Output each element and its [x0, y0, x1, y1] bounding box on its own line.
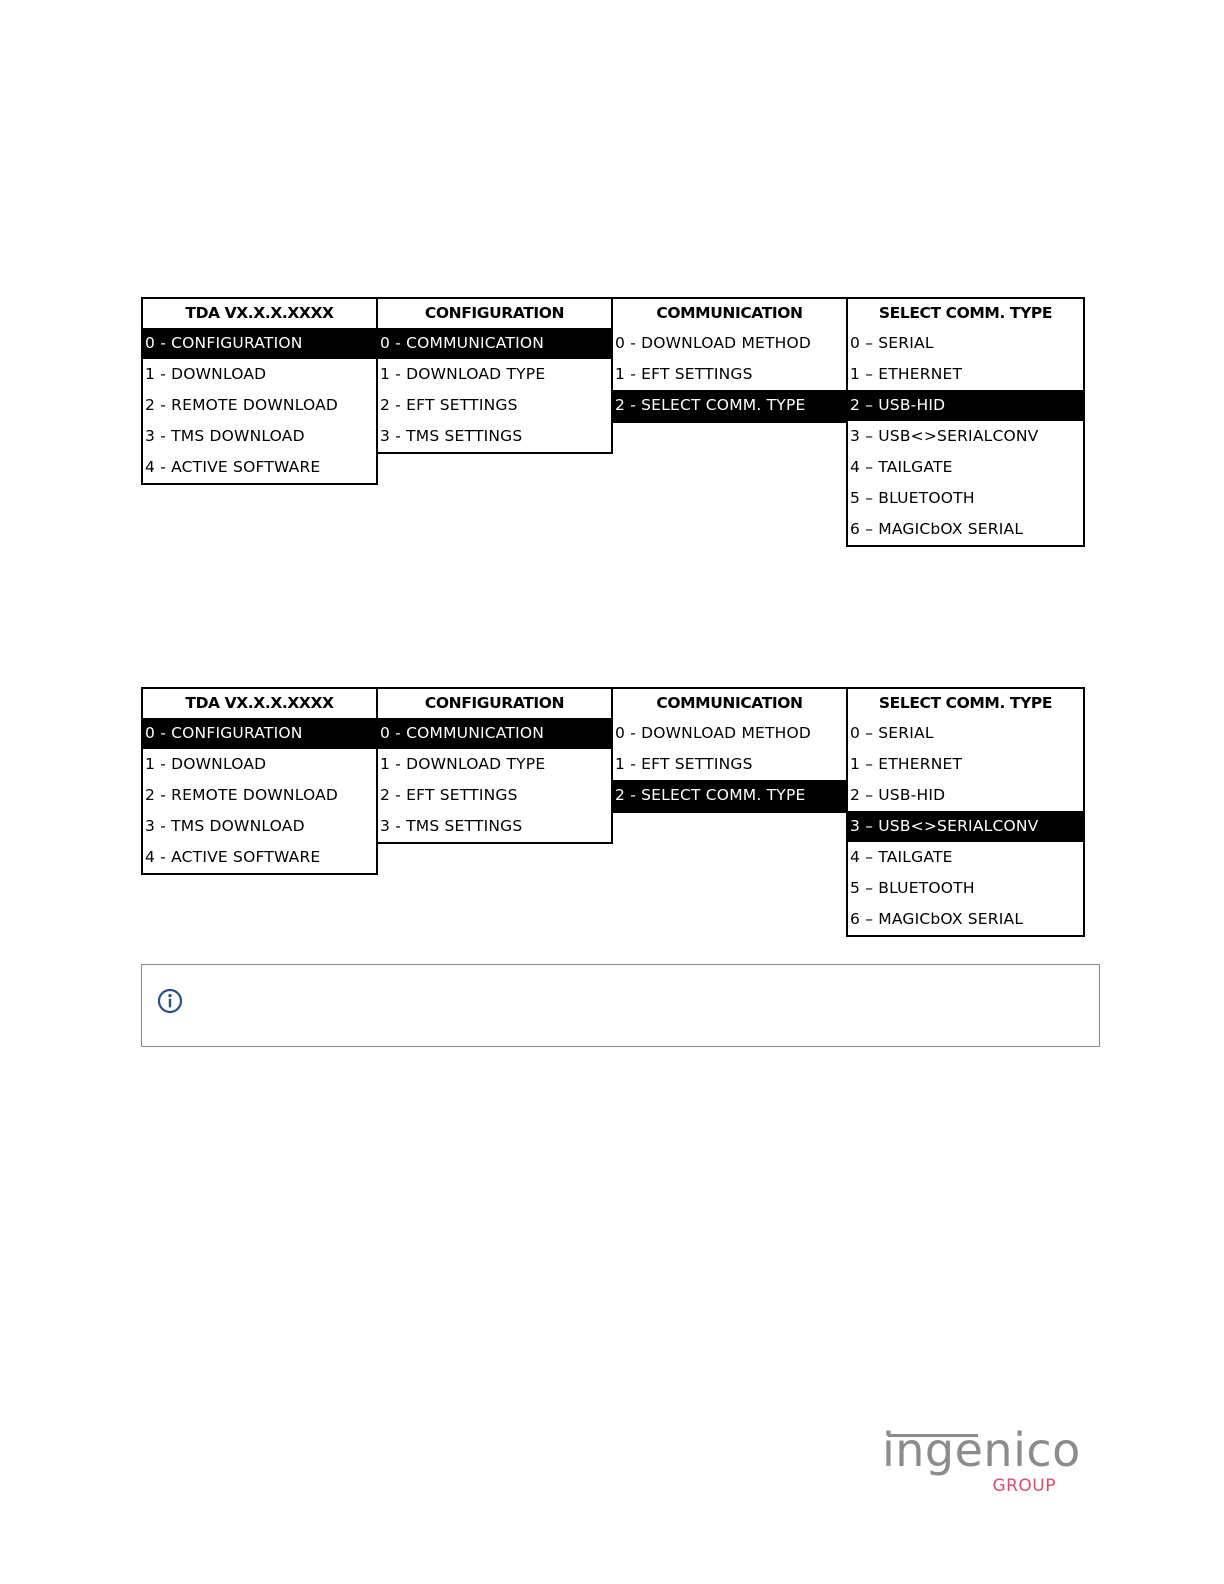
- ingenico-group-logo: [882, 1422, 1081, 1502]
- menu-header: SELECT COMM. TYPE: [878, 304, 1053, 322]
- menu-item-selected[interactable]: 0 - CONFIGURATION: [143, 328, 376, 359]
- menu-item-selected[interactable]: 2 – USB-HID: [848, 390, 1083, 421]
- menu-item[interactable]: 5 – BLUETOOTH: [850, 879, 975, 897]
- info-note-box: [141, 964, 1100, 1047]
- menu-item[interactable]: 2 - REMOTE DOWNLOAD: [145, 786, 339, 804]
- menu-item[interactable]: 1 - DOWNLOAD: [145, 755, 267, 773]
- select-comm-type-menu: [846, 297, 1085, 547]
- menu-flow-figure-2: [141, 687, 1086, 933]
- menu-item[interactable]: 5 – BLUETOOTH: [850, 489, 975, 507]
- select-comm-type-menu: [846, 687, 1085, 937]
- menu-item[interactable]: 1 - DOWNLOAD: [145, 365, 267, 383]
- menu-item[interactable]: 3 - TMS SETTINGS: [380, 427, 523, 445]
- menu-item[interactable]: 3 - TMS DOWNLOAD: [145, 427, 305, 445]
- menu-header: CONFIGURATION: [424, 304, 565, 322]
- menu-item[interactable]: 6 – MAGICbOX SERIAL: [850, 520, 1024, 538]
- configuration-menu: [376, 297, 613, 454]
- menu-header: CONFIGURATION: [424, 694, 565, 712]
- menu-item[interactable]: 1 - DOWNLOAD TYPE: [380, 755, 546, 773]
- menu-item[interactable]: 4 - ACTIVE SOFTWARE: [145, 458, 321, 476]
- menu-header: TDA VX.X.X.XXXX: [185, 694, 334, 712]
- menu-item[interactable]: 3 – USB<>SERIALCONV: [850, 427, 1039, 445]
- menu-header: COMMUNICATION: [656, 304, 803, 322]
- menu-item[interactable]: 2 - REMOTE DOWNLOAD: [145, 396, 339, 414]
- menu-item[interactable]: 4 – TAILGATE: [850, 848, 953, 866]
- communication-menu: [611, 297, 848, 423]
- menu-item[interactable]: 3 - TMS DOWNLOAD: [145, 817, 305, 835]
- menu-item-selected[interactable]: 0 - CONFIGURATION: [143, 718, 376, 749]
- menu-item[interactable]: 2 – USB-HID: [850, 786, 946, 804]
- menu-item[interactable]: 1 – ETHERNET: [850, 365, 963, 383]
- menu-item[interactable]: 0 - DOWNLOAD METHOD: [615, 724, 812, 742]
- menu-item-selected[interactable]: 2 - SELECT COMM. TYPE: [613, 780, 846, 811]
- logo-group-label: GROUP: [992, 1476, 1056, 1496]
- menu-item-selected[interactable]: 2 - SELECT COMM. TYPE: [613, 390, 846, 421]
- root-menu: [141, 297, 378, 485]
- menu-item[interactable]: 0 – SERIAL: [850, 724, 934, 742]
- menu-item[interactable]: 2 - EFT SETTINGS: [380, 786, 518, 804]
- logo-wordmark: ingenico: [882, 1423, 1081, 1477]
- menu-item[interactable]: 1 - DOWNLOAD TYPE: [380, 365, 546, 383]
- menu-header: TDA VX.X.X.XXXX: [185, 304, 334, 322]
- menu-header: COMMUNICATION: [656, 694, 803, 712]
- communication-menu: [611, 687, 848, 813]
- menu-item[interactable]: 2 - EFT SETTINGS: [380, 396, 518, 414]
- menu-item[interactable]: 1 – ETHERNET: [850, 755, 963, 773]
- menu-flow-figure-1: [141, 297, 1086, 543]
- menu-item[interactable]: 1 - EFT SETTINGS: [615, 755, 753, 773]
- menu-item[interactable]: 4 – TAILGATE: [850, 458, 953, 476]
- menu-item[interactable]: 6 – MAGICbOX SERIAL: [850, 910, 1024, 928]
- menu-item[interactable]: 1 - EFT SETTINGS: [615, 365, 753, 383]
- root-menu: [141, 687, 378, 875]
- menu-header: SELECT COMM. TYPE: [878, 694, 1053, 712]
- menu-item[interactable]: 0 - DOWNLOAD METHOD: [615, 334, 812, 352]
- menu-item[interactable]: 3 - TMS SETTINGS: [380, 817, 523, 835]
- menu-item[interactable]: 4 - ACTIVE SOFTWARE: [145, 848, 321, 866]
- menu-item[interactable]: 0 – SERIAL: [850, 334, 934, 352]
- menu-item-selected[interactable]: 0 - COMMUNICATION: [378, 328, 611, 359]
- menu-item-selected[interactable]: 0 - COMMUNICATION: [378, 718, 611, 749]
- info-icon: [156, 987, 184, 1015]
- menu-item-selected[interactable]: 3 – USB<>SERIALCONV: [848, 811, 1083, 842]
- configuration-menu: [376, 687, 613, 844]
